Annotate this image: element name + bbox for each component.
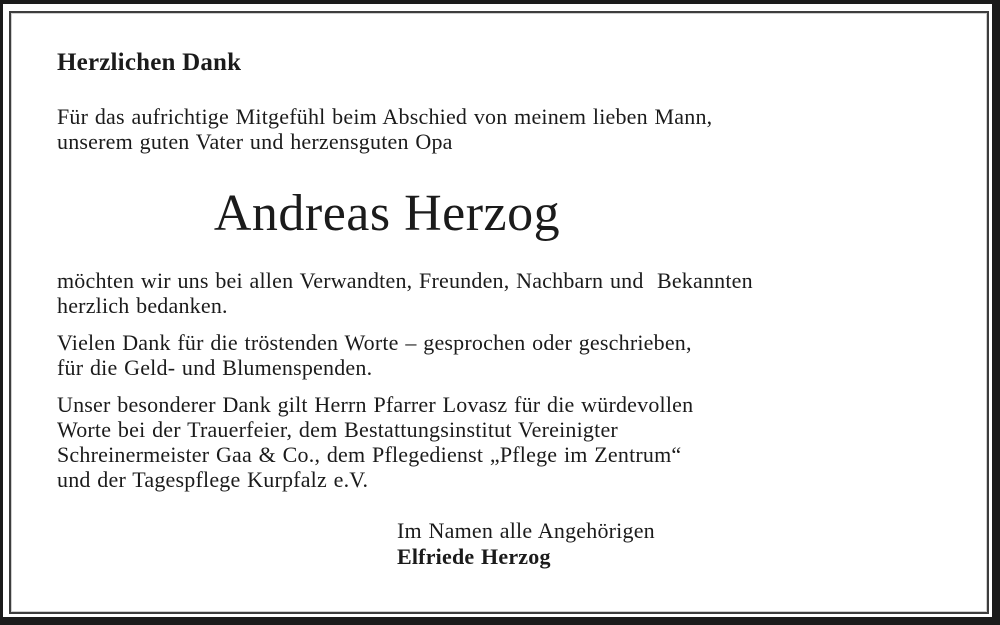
signature-on-behalf: Im Namen alle Angehörigen: [397, 518, 655, 543]
special-thanks-line-2: Worte bei der Trauerfeier, dem Bestattungsinstitut Vereinigter: [57, 417, 618, 442]
thanks-line-2: herzlich bedanken.: [57, 293, 228, 318]
condolences-line-1: Vielen Dank für die tröstenden Worte – gesprochen oder geschrieben,: [57, 330, 692, 355]
condolences-line-2: für die Geld- und Blumenspenden.: [57, 355, 373, 380]
special-thanks-line-1: Unser besonderer Dank gilt Herrn Pfarrer Lovasz für die würdevollen: [57, 392, 694, 417]
intro-line-1: Für das aufrichtige Mitgefühl beim Abschied von meinem lieben Mann,: [57, 104, 713, 129]
special-thanks-line-3: Schreinermeister Gaa & Co., dem Pflegedienst „Pflege im Zentrum“: [57, 442, 682, 467]
thanks-line-1: möchten wir uns bei allen Verwandten, Freunden, Nachbarn und Bekannten: [57, 268, 753, 293]
inner-border-frame: [9, 11, 989, 614]
notice-title: Herzlichen Dank: [57, 49, 242, 76]
signature-name: Elfriede Herzog: [397, 544, 551, 569]
special-thanks-line-4: und der Tagespflege Kurpfalz e.V.: [57, 467, 369, 492]
intro-line-2: unserem guten Vater und herzensguten Opa: [57, 129, 453, 154]
deceased-name: Andreas Herzog: [213, 185, 561, 242]
